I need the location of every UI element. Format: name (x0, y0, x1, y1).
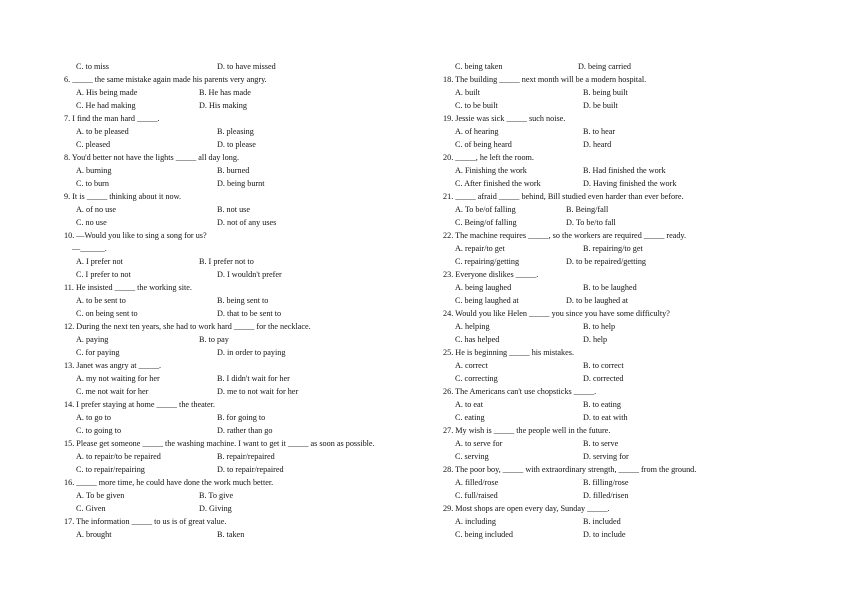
option-text: A. to serve for (455, 439, 503, 448)
option-text: A. built (455, 88, 481, 97)
answer-options-row (64, 385, 384, 398)
answer-options-row (443, 450, 763, 463)
option-text: B. to help (583, 322, 616, 331)
option-text: D. not of any uses (217, 218, 277, 227)
option-text: A. to be sent to (76, 296, 126, 305)
question-text: 17. The information _____ to us is of great value. (64, 517, 227, 526)
option-text: A. filled/rose (455, 478, 499, 487)
option-text: D. corrected (583, 374, 624, 383)
option-text: C. to repair/repairing (76, 465, 145, 474)
option-text: C. to going to (76, 426, 122, 435)
answer-options-row (443, 515, 763, 528)
question-text: 29. Most shops are open every day, Sunday _____. (443, 504, 610, 513)
option-text: A. being laughed (455, 283, 512, 292)
answer-options-row (443, 138, 763, 151)
option-text: C. serving (455, 452, 489, 461)
answer-options-row (64, 333, 384, 346)
option-text: B. pleasing (217, 127, 254, 136)
answer-options-row (64, 450, 384, 463)
question-text: 23. Everyone dislikes _____. (443, 270, 539, 279)
option-text: D. To be/to fall (566, 218, 616, 227)
option-text: B. I prefer not to (199, 257, 254, 266)
option-text: B. being sent to (217, 296, 269, 305)
question-text: 25. He is beginning _____ his mistakes. (443, 348, 574, 357)
question-text: 19. Jessie was sick _____ such noise. (443, 114, 566, 123)
option-text: A. of hearing (455, 127, 499, 136)
option-text: D. filled/risen (583, 491, 629, 500)
option-text: D. heard (583, 140, 612, 149)
option-text: C. on being sent to (76, 309, 138, 318)
answer-options-row (64, 125, 384, 138)
answer-options-row (443, 125, 763, 138)
option-text: B. included (583, 517, 621, 526)
option-text: D. to have missed (217, 62, 276, 71)
question-text: 22. The machine requires _____, so the workers are required _____ ready. (443, 231, 687, 240)
option-text: C. to burn (76, 179, 109, 188)
option-text: B. to serve (583, 439, 619, 448)
right-column (443, 60, 763, 541)
option-text: B. burned (217, 166, 250, 175)
option-text: D. me to not wait for her (217, 387, 299, 396)
option-text: C. being included (455, 530, 513, 539)
answer-options-row (64, 177, 384, 190)
option-text: A. repair/to get (455, 244, 505, 253)
option-text: D. I wouldn't prefer (217, 270, 282, 279)
option-text: D. His making (199, 101, 247, 110)
answer-options-row (443, 489, 763, 502)
option-text: B. repair/repaired (217, 452, 275, 461)
option-text: A. His being made (76, 88, 138, 97)
answer-options-row (64, 372, 384, 385)
option-text: C. After finished the work (455, 179, 541, 188)
option-text: A. to repair/to be repaired (76, 452, 161, 461)
option-text: C. for paying (76, 348, 120, 357)
option-text: C. to be built (455, 101, 498, 110)
option-text: B. to pay (199, 335, 229, 344)
answer-options-row (64, 463, 384, 476)
option-text: B. to hear (583, 127, 616, 136)
question-text: 18. The building _____ next month will be a modern hospital. (443, 75, 647, 84)
answer-options-row (443, 86, 763, 99)
question-text: 14. I prefer staying at home _____ the theater. (64, 400, 215, 409)
question-text: 6. _____ the same mistake again made his parents very angry. (64, 75, 267, 84)
answer-options-row (443, 359, 763, 372)
option-text: A. brought (76, 530, 112, 539)
option-text: A. to go to (76, 413, 112, 422)
option-text: A. paying (76, 335, 109, 344)
option-text: A. Finishing the work (455, 166, 527, 175)
option-text: D. help (583, 335, 608, 344)
answer-options-row (443, 411, 763, 424)
answer-options-row (443, 476, 763, 489)
option-text: C. I prefer to not (76, 270, 131, 279)
option-text: A. correct (455, 361, 488, 370)
option-text: D. being burnt (217, 179, 265, 188)
option-text: C. pleased (76, 140, 111, 149)
answer-options-row (443, 164, 763, 177)
question-text: 9. It is _____ thinking about it now. (64, 192, 182, 201)
question-text: 8. You'd better not have the lights _____ all day long. (64, 153, 239, 162)
option-text: A. my not waiting for her (76, 374, 160, 383)
option-text: A. to be pleased (76, 127, 129, 136)
option-text: D. rather than go (217, 426, 273, 435)
answer-options-row (64, 528, 384, 541)
option-text: D. in order to paying (217, 348, 286, 357)
option-text: C. being taken (455, 62, 503, 71)
answer-options-row (443, 333, 763, 346)
answer-options-row (64, 203, 384, 216)
option-text: A. To be given (76, 491, 125, 500)
question-text: 10. —Would you like to sing a song for us? (64, 231, 207, 240)
question-text: 7. I find the man hard _____. (64, 114, 160, 123)
answer-options-row (443, 242, 763, 255)
question-text: 28. The poor boy, _____ with extraordinary strength, _____ from the ground. (443, 465, 697, 474)
option-text: D. Giving (199, 504, 232, 513)
answer-options-row (443, 177, 763, 190)
question-text: 11. He insisted _____ the working site. (64, 283, 192, 292)
answer-options-row (64, 255, 384, 268)
question-text: 26. The Americans can't use chopsticks _____. (443, 387, 597, 396)
answer-options-row (64, 346, 384, 359)
option-text: C. Being/of falling (455, 218, 517, 227)
question-text: 13. Janet was angry at _____. (64, 361, 162, 370)
question-text: 21. _____ afraid _____ behind, Bill studied even harder than ever before. (443, 192, 684, 201)
option-text: C. being laughed at (455, 296, 519, 305)
option-text: C. eating (455, 413, 485, 422)
answer-options-row (443, 528, 763, 541)
option-text: D. to please (217, 140, 256, 149)
option-text: A. helping (455, 322, 490, 331)
answer-options-row (64, 307, 384, 320)
question-text: 20. _____, he left the room. (443, 153, 534, 162)
option-text: B. for going to (217, 413, 266, 422)
answer-options-row (64, 86, 384, 99)
option-text: B. Being/fall (566, 205, 609, 214)
option-text: B. being built (583, 88, 628, 97)
option-text: B. Had finished the work (583, 166, 666, 175)
question-text: 12. During the next ten years, she had to work hard _____ for the necklace. (64, 322, 311, 331)
option-text: B. to be laughed (583, 283, 637, 292)
answer-options-row (64, 411, 384, 424)
answer-options-row (64, 99, 384, 112)
option-text: A. of no use (76, 205, 117, 214)
option-text: A. burning (76, 166, 112, 175)
answer-options-row (64, 60, 384, 73)
option-text: B. to eating (583, 400, 621, 409)
option-text: D. that to be sent to (217, 309, 282, 318)
option-text: B. not use (217, 205, 250, 214)
option-text: C. to miss (76, 62, 109, 71)
answer-options-row (443, 60, 763, 73)
answer-options-row (64, 164, 384, 177)
option-text: A. to eat (455, 400, 483, 409)
option-text: A. I prefer not (76, 257, 123, 266)
option-text: C. of being heard (455, 140, 512, 149)
question-text: 27. My wish is _____ the people well in the future. (443, 426, 611, 435)
answer-options-row (443, 255, 763, 268)
option-text: D. to repair/repaired (217, 465, 284, 474)
option-text: D. to include (583, 530, 626, 539)
answer-options-row (64, 489, 384, 502)
option-text: B. repairing/to get (583, 244, 643, 253)
option-text: D. to be repaired/getting (566, 257, 647, 266)
answer-options-row (64, 268, 384, 281)
answer-options-row (64, 138, 384, 151)
answer-options-row (64, 216, 384, 229)
option-text: B. to correct (583, 361, 624, 370)
left-column (64, 60, 384, 541)
answer-options-row (443, 216, 763, 229)
answer-options-row (443, 437, 763, 450)
option-text: C. full/raised (455, 491, 498, 500)
answer-options-row (64, 502, 384, 515)
answer-options-row (443, 372, 763, 385)
option-text: D. Having finished the work (583, 179, 677, 188)
option-text: D. serving for (583, 452, 629, 461)
answer-options-row (443, 281, 763, 294)
option-text: C. repairing/getting (455, 257, 520, 266)
option-text: C. me not wait for her (76, 387, 149, 396)
answer-options-row (443, 203, 763, 216)
option-text: A. To be/of falling (455, 205, 516, 214)
answer-options-row (443, 294, 763, 307)
option-text: C. Given (76, 504, 106, 513)
option-text: B. filling/rose (583, 478, 629, 487)
answer-options-row (443, 320, 763, 333)
option-text: B. I didn't wait for her (217, 374, 290, 383)
option-text: C. has helped (455, 335, 500, 344)
option-text: D. to be laughed at (566, 296, 629, 305)
option-text: C. correcting (455, 374, 498, 383)
question-text: 16. _____ more time, he could have done the work much better. (64, 478, 274, 487)
answer-options-row (64, 424, 384, 437)
question-text: 15. Please get someone _____ the washing machine. I want to get it _____ as soon as possible. (64, 439, 375, 448)
answer-options-row (443, 398, 763, 411)
option-text: B. To give (199, 491, 234, 500)
option-text: D. being carried (578, 62, 631, 71)
answer-options-row (64, 294, 384, 307)
question-text: —______. (72, 244, 107, 253)
option-text: D. to eat with (583, 413, 628, 422)
option-text: B. He has made (199, 88, 251, 97)
question-text: 24. Would you like Helen _____ you since you have some difficulty? (443, 309, 670, 318)
option-text: A. including (455, 517, 496, 526)
option-text: D. be built (583, 101, 618, 110)
answer-options-row (443, 99, 763, 112)
option-text: C. He had making (76, 101, 136, 110)
option-text: B. taken (217, 530, 245, 539)
option-text: C. no use (76, 218, 107, 227)
